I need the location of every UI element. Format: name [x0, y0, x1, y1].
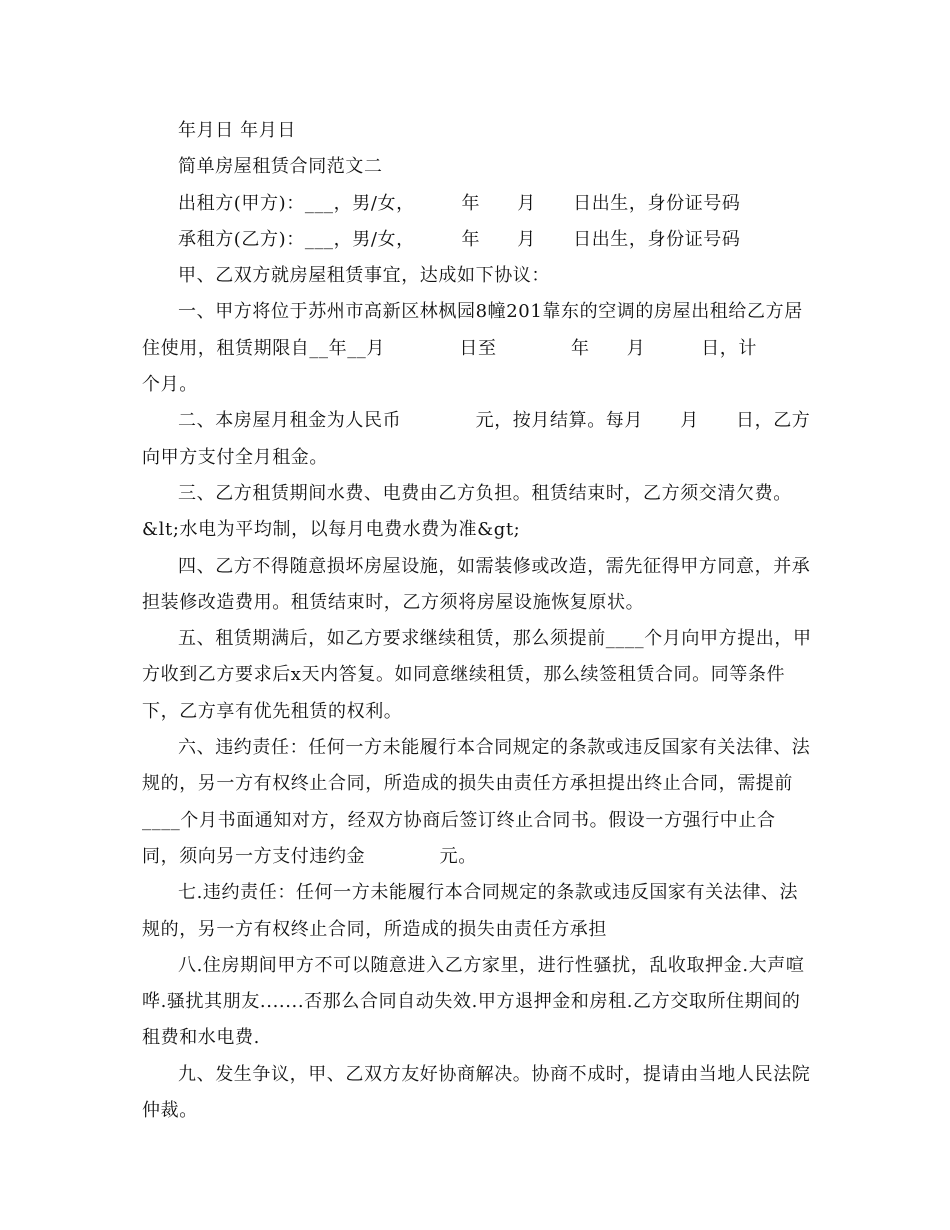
- clause-6: 六、违约责任：任何一方未能履行本合同规定的条款或违反国家有关法律、法规的，另一方有权终止合同，所造成的损失由责任方承担提出终止合同，需提前____个月书面通知对方，经双方协商后签订终止合同书。假设一方强行中止合同，须向另一方支付违约金 元。: [142, 737, 811, 867]
- contract-document: [142, 113, 812, 1129]
- document-title: 简单房屋租赁合同范文二: [178, 156, 383, 178]
- clause-8: 八.住房期间甲方不可以随意进入乙方家里，进行性骚扰，乱收取押金.大声喧哗.骚扰其朋友.......否那么合同自动失效.甲方退押金和房租.乙方交取所住期间的租费和水电费.: [142, 954, 805, 1049]
- clause-7: 七.违约责任：任何一方未能履行本合同规定的条款或违反国家有关法律、法规的，另一方有权终止合同，所造成的损失由责任方承担: [142, 882, 799, 940]
- clause-2: 二、本房屋月租金为人民币 元，按月结算。每月 月 日，乙方向甲方支付全月租金。: [142, 410, 811, 468]
- agreement-intro: 甲、乙双方就房屋租赁事宜，达成如下协议：: [178, 265, 550, 287]
- clause-5: 五、租赁期满后，如乙方要求继续租赁，那么须提前____个月向甲方提出，甲方收到乙方要求后x天内答复。如同意继续租赁，那么续签租赁合同。同等条件下，乙方享有优先租赁的权利。: [142, 628, 812, 722]
- clause-4: 四、乙方不得随意损坏房屋设施，如需装修或改造，需先征得甲方同意，并承担装修改造费用。租赁结束时，乙方须将房屋设施恢复原状。: [142, 555, 811, 613]
- clause-9: 九、发生争议，甲、乙双方友好协商解决。协商不成时，提请由当地人民法院仲裁。: [142, 1063, 811, 1122]
- lessor-line: 出租方(甲方)：___，男/女， 年 月 日出生，身份证号码: [178, 192, 741, 214]
- clause-1: 一、甲方将位于苏州市高新区林枫园8幢201靠东的空调的房屋出租给乙方居住使用，租赁期限自__年__月 日至 年 月 日，计 个月。: [142, 301, 803, 396]
- clause-3: 三、乙方租赁期间水费、电费由乙方负担。租赁结束时，乙方须交清欠费。&lt;水电为平均制，以每月电费水费为准&gt;: [142, 482, 792, 541]
- date-line: 年月日 年月日: [178, 120, 296, 141]
- lessee-line: 承租方(乙方)：___，男/女， 年 月 日出生，身份证号码: [178, 228, 741, 250]
